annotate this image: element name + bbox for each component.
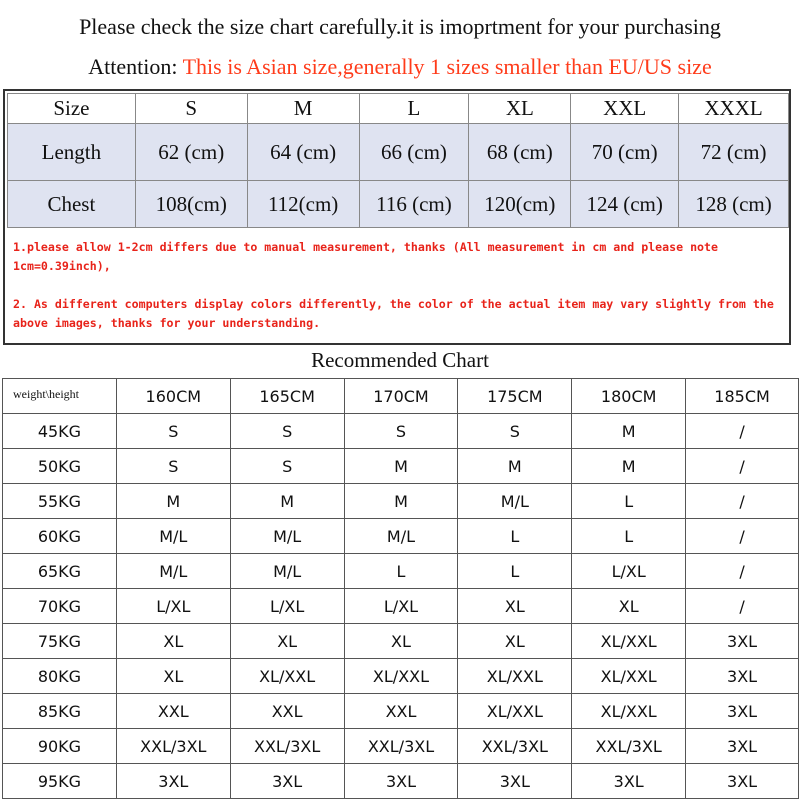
length-cell: 68 (cm) xyxy=(469,124,571,181)
chest-cell: 120(cm) xyxy=(469,181,571,228)
recommended-size-cell: 3XL xyxy=(686,764,799,799)
recommended-size-cell: / xyxy=(686,484,799,519)
weight-label-cell: 80KG xyxy=(3,659,117,694)
recommended-size-cell: L/XL xyxy=(116,589,230,624)
length-cell: 62 (cm) xyxy=(135,124,247,181)
row-label-chest: Chest xyxy=(8,181,136,228)
recommended-size-cell: XL xyxy=(116,624,230,659)
recommended-size-cell: S xyxy=(458,414,572,449)
recommended-size-cell: M xyxy=(344,449,458,484)
height-header-cell: 170CM xyxy=(344,379,458,414)
weight-label-cell: 65KG xyxy=(3,554,117,589)
recommended-size-cell: 3XL xyxy=(230,764,344,799)
weight-label-cell: 50KG xyxy=(3,449,117,484)
recommended-row xyxy=(3,449,799,484)
recommended-row xyxy=(3,589,799,624)
length-cell: 72 (cm) xyxy=(679,124,789,181)
recommended-row xyxy=(3,694,799,729)
recommended-size-cell: S xyxy=(230,449,344,484)
recommended-row xyxy=(3,484,799,519)
size-header-cell: Size xyxy=(8,94,136,124)
recommended-size-cell: M xyxy=(116,484,230,519)
recommended-row xyxy=(3,624,799,659)
recommended-size-cell: / xyxy=(686,589,799,624)
attention-label: Attention: xyxy=(88,54,183,79)
recommended-size-cell: 3XL xyxy=(686,729,799,764)
size-chart-panel xyxy=(3,89,791,345)
note-colors: 2. As different computers display colors differently, the color of the actual item may vary slightly from the above images, thanks for your understanding. xyxy=(13,297,774,330)
recommended-size-cell: L xyxy=(458,519,572,554)
recommended-size-cell: M/L xyxy=(458,484,572,519)
recommended-size-cell: XXL/3XL xyxy=(572,729,686,764)
recommended-size-cell: XXL xyxy=(116,694,230,729)
recommended-size-cell: XL xyxy=(458,624,572,659)
length-cell: 66 (cm) xyxy=(359,124,469,181)
recommended-size-cell: XL/XXL xyxy=(458,694,572,729)
recommended-size-cell: XL xyxy=(230,624,344,659)
chest-cell: 108(cm) xyxy=(135,181,247,228)
recommended-size-cell: M/L xyxy=(230,519,344,554)
height-header-cell: 165CM xyxy=(230,379,344,414)
heading-check-size-chart: Please check the size chart carefully.it is imoprtment for your purchasing xyxy=(79,14,721,39)
height-header-cell: 160CM xyxy=(116,379,230,414)
recommended-size-cell: XL/XXL xyxy=(344,659,458,694)
recommended-size-cell: / xyxy=(686,449,799,484)
recommended-size-cell: XL xyxy=(116,659,230,694)
row-label-length: Length xyxy=(8,124,136,181)
recommended-size-cell: XL/XXL xyxy=(572,659,686,694)
recommended-chart-title: Recommended Chart xyxy=(311,348,489,372)
recommended-row xyxy=(3,519,799,554)
recommended-size-cell: M xyxy=(458,449,572,484)
recommended-size-cell: XXL/3XL xyxy=(344,729,458,764)
height-header-cell: 180CM xyxy=(572,379,686,414)
recommended-row xyxy=(3,764,799,799)
height-header-cell: 185CM xyxy=(686,379,799,414)
recommended-row xyxy=(3,414,799,449)
recommended-size-cell: L/XL xyxy=(344,589,458,624)
size-header-cell: XXL xyxy=(571,94,679,124)
recommended-row xyxy=(3,729,799,764)
chest-cell: 128 (cm) xyxy=(679,181,789,228)
length-cell: 70 (cm) xyxy=(571,124,679,181)
recommended-size-cell: XXL/3XL xyxy=(230,729,344,764)
note-measurement: 1.please allow 1-2cm differs due to manual measurement, thanks (All measurement in cm and please note 1cm=0.39inch), xyxy=(13,240,718,273)
recommended-size-cell: XXL xyxy=(344,694,458,729)
size-header-cell: XL xyxy=(469,94,571,124)
size-table xyxy=(7,93,789,228)
recommended-size-cell: M xyxy=(344,484,458,519)
recommended-size-cell: XL xyxy=(344,624,458,659)
size-header-cell: XXXL xyxy=(679,94,789,124)
recommended-size-cell: M xyxy=(572,414,686,449)
chest-cell: 124 (cm) xyxy=(571,181,679,228)
weight-label-cell: 60KG xyxy=(3,519,117,554)
size-header-cell: L xyxy=(359,94,469,124)
recommended-size-cell: 3XL xyxy=(458,764,572,799)
recommended-size-cell: / xyxy=(686,519,799,554)
recommended-size-cell: XL xyxy=(572,589,686,624)
recommended-body xyxy=(3,414,799,799)
recommended-size-cell: S xyxy=(230,414,344,449)
measurement-notes xyxy=(13,238,789,333)
weight-label-cell: 95KG xyxy=(3,764,117,799)
recommended-size-cell: M/L xyxy=(116,519,230,554)
recommended-size-cell: L xyxy=(344,554,458,589)
recommended-size-cell: XXL xyxy=(230,694,344,729)
length-cell: 64 (cm) xyxy=(247,124,359,181)
weight-label-cell: 75KG xyxy=(3,624,117,659)
recommended-size-cell: M xyxy=(230,484,344,519)
recommended-row xyxy=(3,659,799,694)
attention-asian-size-note: This is Asian size,generally 1 sizes smaller than EU/US size xyxy=(182,54,712,79)
recommended-size-cell: XL/XXL xyxy=(572,694,686,729)
heading-attention xyxy=(0,54,800,80)
weight-label-cell: 55KG xyxy=(3,484,117,519)
recommended-header-row xyxy=(3,379,799,414)
recommended-size-cell: S xyxy=(116,449,230,484)
recommended-size-cell: M/L xyxy=(344,519,458,554)
recommended-size-cell: 3XL xyxy=(572,764,686,799)
recommended-size-cell: XXL/3XL xyxy=(116,729,230,764)
recommended-size-cell: M/L xyxy=(230,554,344,589)
recommended-row xyxy=(3,554,799,589)
recommended-size-cell: 3XL xyxy=(686,624,799,659)
recommended-size-cell: M xyxy=(572,449,686,484)
recommended-size-cell: L xyxy=(458,554,572,589)
height-header-cell: 175CM xyxy=(458,379,572,414)
recommended-size-cell: S xyxy=(344,414,458,449)
recommended-size-cell: L xyxy=(572,484,686,519)
recommended-size-cell: 3XL xyxy=(116,764,230,799)
recommended-size-cell: XL/XXL xyxy=(230,659,344,694)
chest-cell: 112(cm) xyxy=(247,181,359,228)
weight-label-cell: 70KG xyxy=(3,589,117,624)
chest-cell: 116 (cm) xyxy=(359,181,469,228)
size-table-row-length xyxy=(8,124,789,181)
recommended-size-cell: L/XL xyxy=(572,554,686,589)
weight-label-cell: 90KG xyxy=(3,729,117,764)
recommended-size-cell: XL/XXL xyxy=(572,624,686,659)
size-table-header-row xyxy=(8,94,789,124)
recommended-size-cell: XXL/3XL xyxy=(458,729,572,764)
recommended-size-cell: S xyxy=(116,414,230,449)
recommended-size-cell: L xyxy=(572,519,686,554)
recommended-table xyxy=(2,378,799,799)
recommended-size-cell: / xyxy=(686,554,799,589)
weight-label-cell: 45KG xyxy=(3,414,117,449)
recommended-size-cell: / xyxy=(686,414,799,449)
recommended-size-cell: L/XL xyxy=(230,589,344,624)
recommended-size-cell: M/L xyxy=(116,554,230,589)
recommended-size-cell: XL/XXL xyxy=(458,659,572,694)
size-table-row-chest xyxy=(8,181,789,228)
size-header-cell: M xyxy=(247,94,359,124)
size-header-cell: S xyxy=(135,94,247,124)
recommended-size-cell: 3XL xyxy=(686,659,799,694)
weight-label-cell: 85KG xyxy=(3,694,117,729)
weight-height-corner-label: weight\height xyxy=(3,379,117,414)
recommended-size-cell: 3XL xyxy=(686,694,799,729)
recommended-size-cell: XL xyxy=(458,589,572,624)
recommended-size-cell: 3XL xyxy=(344,764,458,799)
